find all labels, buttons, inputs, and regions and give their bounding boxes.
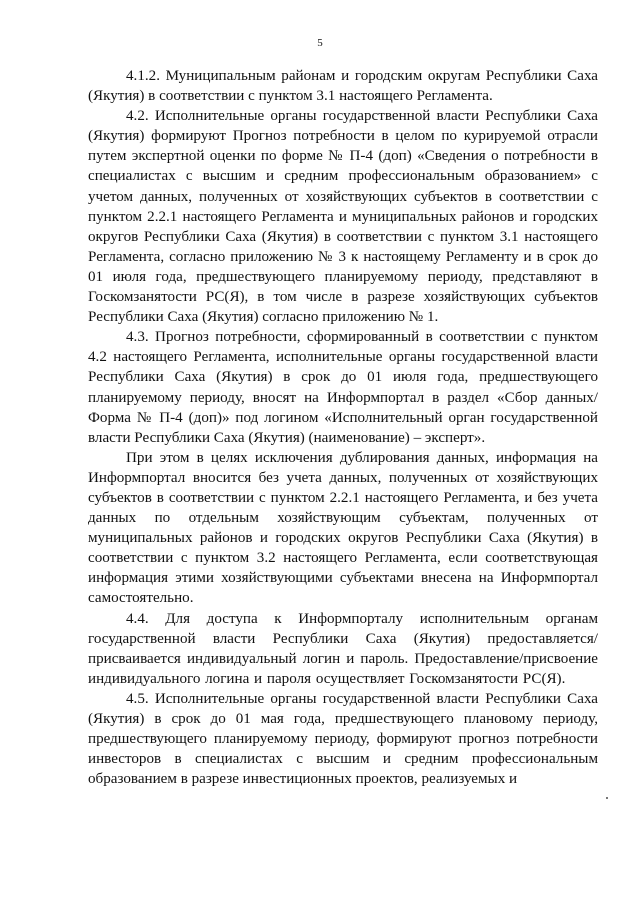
document-body bbox=[88, 66, 598, 789]
paragraph-4-4: 4.4. Для доступа к Информпорталу исполнительным органам государственной власти Республики Саха (Якутия) предоставляется/присваивается индивидуальный логин и пароль. Предоставление/присвоение индивидуального логина и пароля осуществляет Госкомзанятости РС(Я). bbox=[88, 610, 598, 687]
paragraph-4-2: 4.2. Исполнительные органы государственной власти Республики Саха (Якутия) формируют Прогноз потребности в целом по курируемой отрасли путем экспертной оценки по форме № П-4 (доп) «Сведения о потребности в специалистах с высшим и средним профессиональным образованием» с учетом данных, полученных от хозяйствующих субъектов в соответствии с пунктом 2.2.1 настоящего Регламента и муниципальных районов и городских округов Республики Саха (Якутия) в соответствии с пунктом 3.1 настоящего Регламента, согласно приложению № 3 к настоящему Регламенту и в срок до 01 июля года, предшествующего планируемому периоду, представляют в Госкомзанятости РС(Я), в том числе в разрезе хозяйствующих субъектов Республики Саха (Якутия) согласно приложению № 1. bbox=[88, 108, 598, 326]
paragraph-duplication-note: При этом в целях исключения дублирования данных, информация на Информпортал вносится без учета данных, полученных от хозяйствующих субъектов в соответствии с пунктом 2.2.1 настоящего Регламента, и без учета данных по отдельным хозяйствующим субъектам, полученных от муниципальных районов и городских округов Республики Саха (Якутия) в соответствии с пунктом 3.2 настоящего Регламента, если соответствующая информация этими хозяйствующими субъектами внесена на Информпортал самостоятельно. bbox=[88, 449, 598, 607]
paragraph-4-1-2: 4.1.2. Муниципальным районам и городским округам Республики Саха (Якутия) в соответствии с пунктом 3.1 настоящего Регламента. bbox=[88, 68, 598, 105]
page-number: 5 bbox=[317, 37, 323, 49]
paragraph-4-3: 4.3. Прогноз потребности, сформированный в соответствии с пунктом 4.2 настоящего Регламента, исполнительные органы государственной власти Республики Саха (Якутия) в срок до 01 июля года, предшествующего планируемому периоду, вносят на Информпортал в раздел «Сбор данных/Форма № П-4 (доп)» под логином «Исполнительный орган государственной власти Республики Саха (Якутия) (наименование) – эксперт». bbox=[88, 329, 598, 446]
paragraph-4-5: 4.5. Исполнительные органы государственной власти Республики Саха (Якутия) в срок до 01 мая года, предшествующего плановому периоду, предшествующего планируемому периоду, формируют прогноз потребности инвесторов в специалистах с высшим и средним профессиональным образованием в разрезе инвестиционных проектов, реализуемых и bbox=[88, 690, 598, 788]
scan-speck bbox=[606, 797, 608, 799]
